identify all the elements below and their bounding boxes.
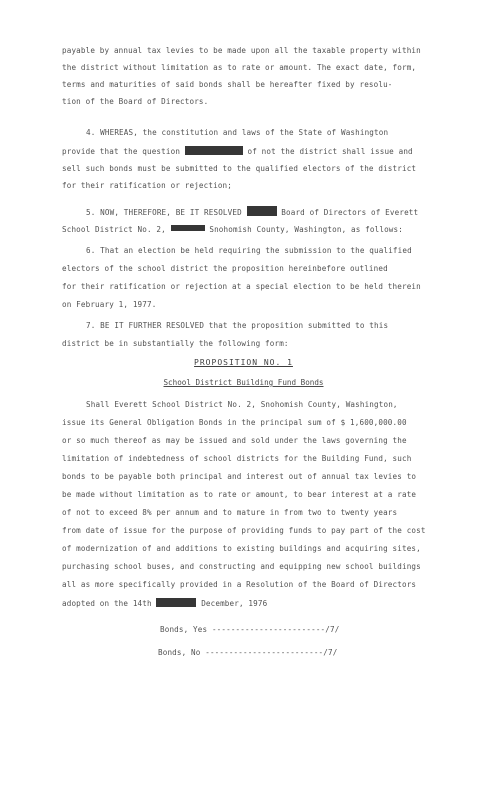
proposition-body-line: of not to exceed 8% per annum and to mature in from two to twenty years <box>62 508 398 517</box>
proposition-body-line: Shall Everett School District No. 2, Snohomish County, Washington, <box>86 400 398 409</box>
text-line: terms and maturities of said bonds shall be hereafter fixed by resolu- <box>62 80 393 89</box>
paragraph-5-line <box>62 225 403 235</box>
redaction-block <box>247 206 277 216</box>
proposition-body-line: issue its General Obligation Bonds in the principal sum of $ 1,600,000.00 <box>62 418 407 427</box>
proposition-body-line: of modernization of and additions to existing buildings and acquiring sites, <box>62 544 421 553</box>
paragraph-4-line: sell such bonds must be submitted to the qualified electors of the district <box>62 164 417 173</box>
text-line: tion of the Board of Directors. <box>62 97 209 106</box>
proposition-body-line: be made without limitation as to rate or amount, to bear interest at a rate <box>62 490 417 499</box>
paragraph-4-line: 4. WHEREAS, the constitution and laws of the State of Washington <box>86 128 389 137</box>
text-fragment: provide that the question <box>62 147 181 156</box>
vote-option-yes: Bonds, Yes ------------------------/7/ <box>160 625 340 634</box>
redaction-block <box>156 598 196 607</box>
text-fragment: 5. NOW, THEREFORE, BE IT RESOLVED <box>86 208 242 217</box>
paragraph-7-line: 7. BE IT FURTHER RESOLVED that the proposition submitted to this <box>86 321 389 330</box>
paragraph-5-line <box>86 206 418 218</box>
paragraph-4-line: for their ratification or rejection; <box>62 181 232 190</box>
proposition-body-line: purchasing school buses, and constructing and equipping new school buildings <box>62 562 421 571</box>
text-fragment: adopted on the 14th <box>62 599 152 608</box>
proposition-body-line: limitation of indebtedness of school districts for the Building Fund, such <box>62 454 412 463</box>
text-fragment: School District No. 2, <box>62 225 166 234</box>
text-fragment: of not the district shall issue and <box>247 147 413 156</box>
text-fragment: December, 1976 <box>201 599 268 608</box>
paragraph-7-line: district be in substantially the following form: <box>62 339 289 348</box>
redaction-block <box>185 146 243 155</box>
text-fragment: Snohomish County, Washington, as follows: <box>209 225 403 234</box>
proposition-body-line: from date of issue for the purpose of providing funds to pay part of the cost <box>62 526 426 535</box>
text-line: the district without limitation as to rate or amount. The exact date, form, <box>62 63 417 72</box>
text-fragment: Board of Directors of Everett <box>281 208 419 217</box>
paragraph-6-line: 6. That an election be held requiring the submission to the qualified <box>86 246 412 255</box>
paragraph-6-line: for their ratification or rejection at a special election to be held therein <box>62 282 421 291</box>
paragraph-6-line: on February 1, 1977. <box>62 300 157 309</box>
adoption-line <box>62 598 267 609</box>
proposition-body-line: or so much thereof as may be issued and sold under the laws governing the <box>62 436 407 445</box>
proposition-body-line: bonds to be payable both principal and interest out of annual tax levies to <box>62 472 417 481</box>
redaction-block <box>171 225 205 231</box>
paragraph-6-line: electors of the school district the proposition hereinbefore outlined <box>62 264 388 273</box>
text-line: payable by annual tax levies to be made upon all the taxable property within <box>62 46 421 55</box>
paragraph-4-line <box>62 146 413 157</box>
proposition-title: PROPOSITION NO. 1 <box>194 358 293 367</box>
proposition-subtitle: School District Building Fund Bonds <box>163 378 324 387</box>
proposition-body-line: all as more specifically provided in a Resolution of the Board of Directors <box>62 580 417 589</box>
vote-option-no: Bonds, No -------------------------/7/ <box>158 648 338 657</box>
